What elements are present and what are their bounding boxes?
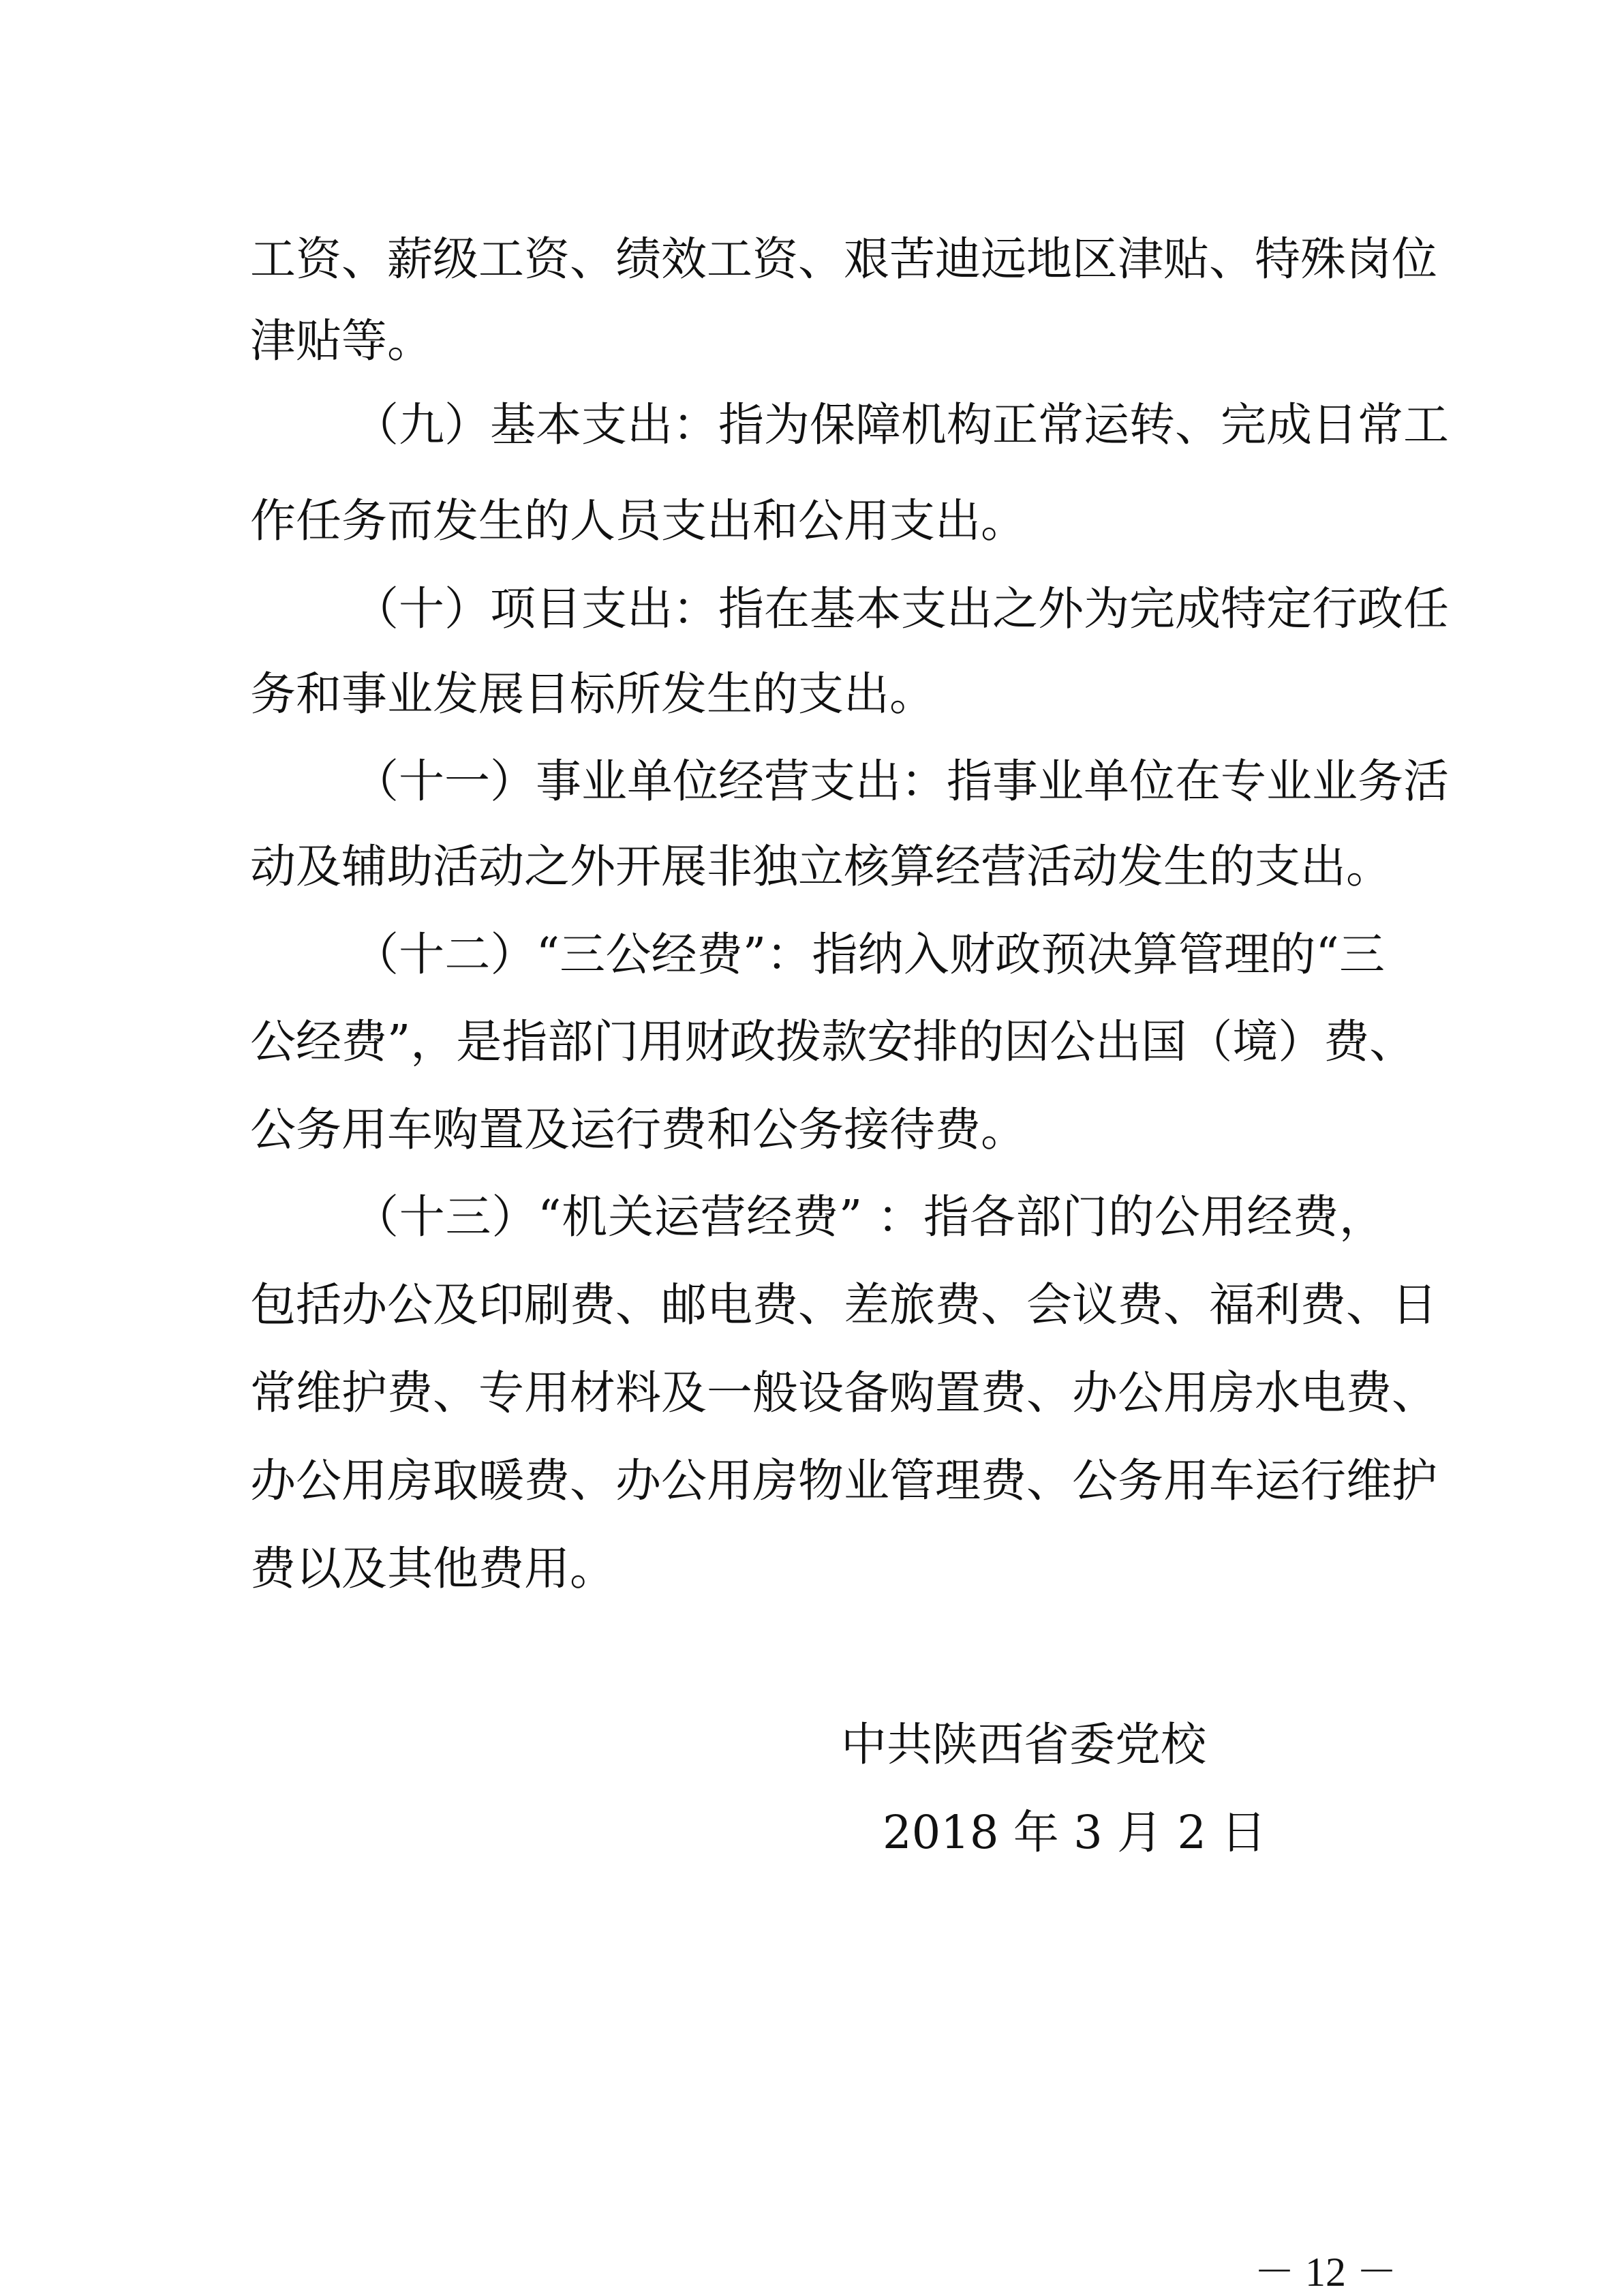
text-line: 工资、薪级工资、绩效工资、艰苦迪远地区津贴、特殊岗位 [250, 232, 1437, 286]
page-number: － 12 － [1254, 2250, 1397, 2295]
text-line: 公经费”，是指部门用财政拨款安排的因公出国（境）费、 [250, 1015, 1416, 1068]
text-line: 动及辅助活动之外开展非独立核算经营活动发生的支出。 [250, 840, 1392, 893]
text-line: 常维护费、专用材料及一般设备购置费、办公用房水电费、 [250, 1366, 1437, 1419]
text-line: 作任务而发生的人员支出和公用支出。 [250, 494, 1026, 547]
text-line: 公务用车购置及运行费和公务接待费。 [250, 1103, 1026, 1156]
text-line: （十）项目支出：指在基本支出之外为完成特定行政任 [353, 582, 1449, 635]
text-line: 包括办公及印刷费、邮电费、差旅费、会议费、福利费、日 [250, 1278, 1437, 1331]
text-line: 津贴等。 [250, 314, 433, 367]
text-line: （十一）事业单位经营支出：指事业单位在专业业务活 [353, 755, 1449, 808]
text-line: 费以及其他费用。 [250, 1542, 615, 1595]
text-line: （十二）“三公经费”：指纳入财政预决算管理的“三 [353, 928, 1385, 981]
signature-organization: 中共陕西省委党校 [841, 1718, 1206, 1771]
text-line: （九）基本支出：指为保障机构正常运转、完成日常工 [353, 398, 1449, 451]
text-line: （十三）“机关运营经费” ：指各部门的公用经费， [353, 1190, 1385, 1243]
text-line: 办公用房取暖费、办公用房物业管理费、公务用车运行维护 [250, 1454, 1437, 1507]
signature-date: 2018 年 3 月 2 日 [883, 1806, 1267, 1859]
text-line: 务和事业发展目标所发生的支出。 [250, 667, 935, 721]
